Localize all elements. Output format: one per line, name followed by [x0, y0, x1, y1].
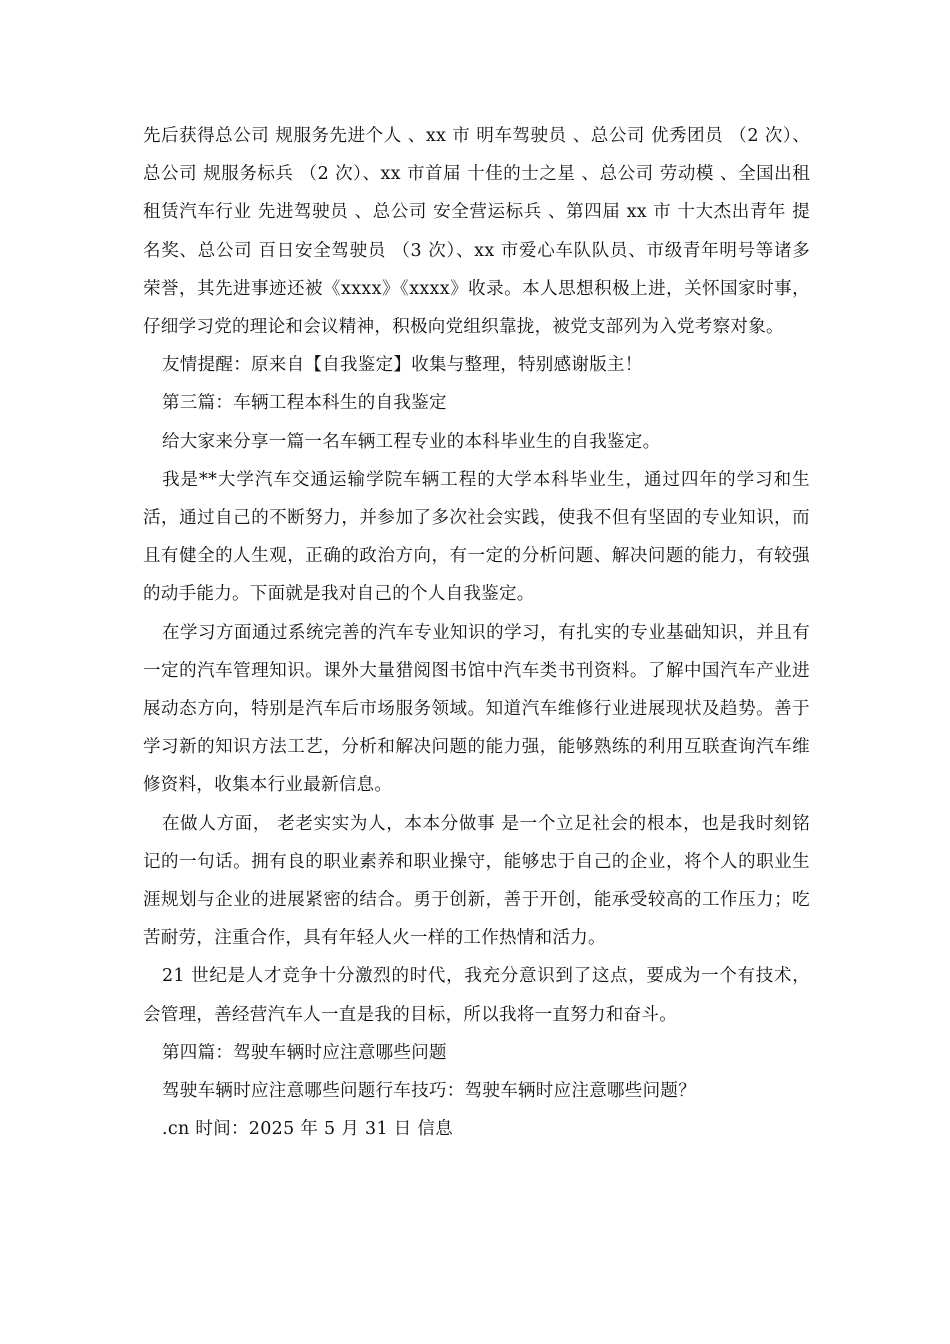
paragraph-goal: 21 世纪是人才竞争十分激烈的时代，我充分意识到了这点，要成为一个有技术，会管理，善经营汽车人一直是我的目标，所以我将一直努力和奋斗。: [143, 966, 810, 1025]
section-heading-4: 第四篇：驾驶车辆时应注意哪些问题: [162, 1042, 447, 1063]
paragraph-reminder: 友情提醒：原来自【自我鉴定】收集与整理，特别感谢版主！: [162, 355, 643, 376]
paragraph-study: 在学习方面通过系统完善的汽车专业知识的学习，有扎实的专业基础知识，并且有一定的汽车管理知识。课外大量猎阅图书馆中汽车类书刊资料。了解中国汽车产业进展动态方向，特别是汽车后市场服务领域。知道汽车维修行业进展现状及趋势。善于学习新的知识方法工艺，分析和解决问题的能力强，能够熟练的利用互联查询汽车维修资料，收集本行业最新信息。: [143, 622, 810, 796]
paragraph-honors: 先后获得总公司 规服务先进个人 、xx 市 明车驾驶员 、总公司 优秀团员 （2 次）、总公司 规服务标兵 （2 次）、xx 市首届 十佳的士之星 、总公司 劳动模 、全国出租租赁汽车行业 先进驾驶员 、总公司 安全营运标兵 、第四届 xx 市 十大杰出青年 提名奖、总公司 百日安全驾驶员 （3 次）、xx 市爱心车队队员、市级青年明号等诸多荣誉，其先进事迹还被《xxxx》《xxxx》收录。本人思想积极上进，关怀国家时事，仔细学习党的理论和会议精神，积极向党组织靠拢，被党支部列为入党考察对象。: [143, 126, 810, 338]
paragraph-self-intro: 我是**大学汽车交通运输学院车辆工程的大学本科毕业生，通过四年的学习和生活，通过自己的不断努力，并参加了多次社会实践，使我不但有坚固的专业知识，而且有健全的人生观，正确的政治方向，有一定的分析问题、解决问题的能力，有较强的动手能力。下面就是我对自己的个人自我鉴定。: [143, 469, 810, 605]
paragraph-character: 在做人方面， 老老实实为人，本本分做事 是一个立足社会的根本，也是我时刻铭记的一句话。拥有良的职业素养和职业操守，能够忠于自己的企业，将个人的职业生涯规划与企业的进展紧密的结合。勇于创新，善于开创，能承受较高的工作压力；吃苦耐劳，注重合作，具有年轻人火一样的工作热情和活力。: [143, 813, 810, 949]
section-heading-3: 第三篇：车辆工程本科生的自我鉴定: [162, 393, 447, 414]
paragraph-driving-tips: 驾驶车辆时应注意哪些问题行车技巧：驾驶车辆时应注意哪些问题？: [162, 1081, 696, 1102]
paragraph-intro: 给大家来分享一篇一名车辆工程专业的本科毕业生的自我鉴定。: [162, 431, 661, 452]
document-body: [143, 117, 810, 1148]
paragraph-date-info: .cn 时间：2025 年 5 月 31 日 信息: [162, 1119, 454, 1140]
